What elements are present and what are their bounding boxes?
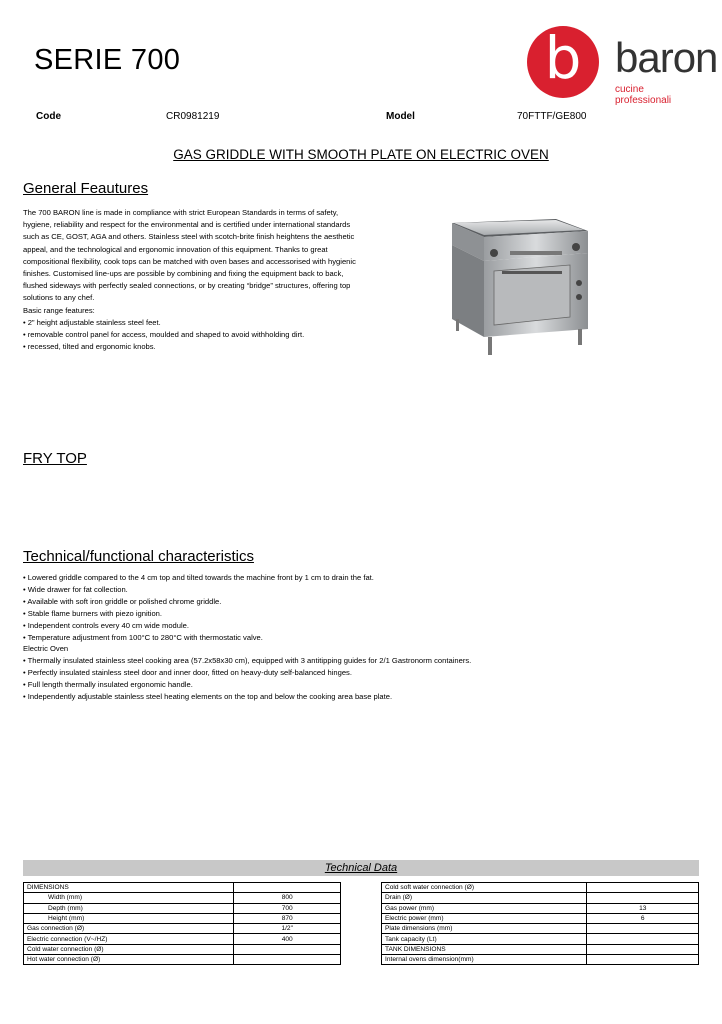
spec-value: 700: [234, 903, 341, 913]
spec-label: Plate dimensions (mm): [382, 924, 587, 934]
logo-tagline: cucine professionali: [615, 84, 672, 106]
code-value: CR0981219: [166, 111, 220, 122]
product-image: [438, 193, 606, 373]
technical-item: • Perfectly insulated stainless steel door and inner door, fitted on heavy-duty self-balanced hinges.: [23, 668, 352, 678]
spec-value: 13: [587, 903, 699, 913]
spec-label: Cold soft water connection (Ø): [382, 883, 587, 893]
feature-item: • 2” height adjustable stainless steel feet.: [23, 317, 161, 327]
technical-item: • Stable flame burners with piezo ignition.: [23, 608, 162, 618]
spec-row: [382, 924, 699, 934]
technical-item: • Wide drawer for fat collection.: [23, 584, 128, 594]
spec-value: 6: [587, 913, 699, 923]
feature-item: • removable control panel for access, moulded and shaped to avoid withholding dirt.: [23, 330, 305, 340]
spec-value: [587, 944, 699, 954]
spec-value: 400: [234, 934, 341, 944]
spec-row: [24, 893, 341, 903]
spec-value: [587, 934, 699, 944]
code-label: Code: [36, 111, 61, 122]
spec-value: [234, 944, 341, 954]
spec-row: [24, 955, 341, 965]
technical-item: • Independent controls every 40 cm wide module.: [23, 620, 190, 630]
spec-value: 1/2": [234, 924, 341, 934]
spec-label: Gas power (mm): [382, 903, 587, 913]
spec-row: [24, 903, 341, 913]
spec-label: Tank capacity (Lt): [382, 934, 587, 944]
spec-row: [382, 893, 699, 903]
spec-row: [24, 924, 341, 934]
spec-value: [234, 955, 341, 965]
product-title: GAS GRIDDLE WITH SMOOTH PLATE ON ELECTRIC OVEN: [173, 147, 549, 162]
spec-row: [382, 944, 699, 954]
spec-value: [587, 883, 699, 893]
spec-label: Width (mm): [24, 893, 234, 903]
spec-label: Electric connection (V~/HZ): [24, 934, 234, 944]
spec-label: Hot water connection (Ø): [24, 955, 234, 965]
general-features-heading: General Feautures: [23, 180, 149, 197]
logo-initial: b: [544, 24, 582, 92]
spec-value: 800: [234, 893, 341, 903]
spec-value: [587, 924, 699, 934]
logo-wordmark: baron: [615, 34, 718, 81]
frytop-heading: FRY TOP: [23, 450, 87, 467]
spec-row: [382, 934, 699, 944]
technical-data-table-left: [23, 882, 341, 965]
spec-row: [24, 883, 341, 893]
spec-label: Internal ovens dimension(mm): [382, 955, 587, 965]
spec-row: [24, 934, 341, 944]
spec-row: [382, 913, 699, 923]
spec-label: Cold water connection (Ø): [24, 944, 234, 954]
model-value: 70FTTF/GE800: [517, 111, 587, 122]
spec-row: [24, 913, 341, 923]
technical-data-bar: [23, 860, 699, 876]
model-label: Model: [386, 111, 415, 122]
spec-row: [382, 955, 699, 965]
technical-list: [23, 572, 703, 703]
feature-item: • recessed, tilted and ergonomic knobs.: [23, 342, 156, 352]
technical-item: • Temperature adjustment from 100°C to 280°C with thermostatic valve.: [23, 632, 263, 642]
general-paragraph: The 700 BARON line is made in compliance with strict European Standards in terms of safety, hygiene, reliability and respect for the environmental and is certified under international standards such as CE, GOST, AGA and others. Stainless steel with scotch-brite finish heightens the aesthetic appeal, and the technological and ergonomic innovation of this equipment. Thanks to great compositional flexibility, cook tops can be matched with oven bases and accessorised with hygienic finishes. Customised line-ups are possible by combining and fixing the equipment back to back, flushed sideways with perfectly sealed connections, or by creating “bridge” structures, offering top solutions to any chef.: [23, 208, 356, 303]
technical-data-table-right: [381, 882, 699, 965]
technical-item: • Thermally insulated stainless steel cooking area (57.2x58x30 cm), equipped with 3 antitipping guides for 2/1 Gastronorm containers.: [23, 656, 472, 666]
spec-label: Height (mm): [24, 913, 234, 923]
basic-features-label: Basic range features:: [23, 305, 95, 315]
spec-value: [587, 955, 699, 965]
spec-row: [382, 883, 699, 893]
spec-label: TANK DIMENSIONS: [382, 944, 587, 954]
spec-label: Electric power (mm): [382, 913, 587, 923]
spec-row: [382, 903, 699, 913]
spec-value: [234, 883, 341, 893]
technical-data-title: Technical Data: [324, 862, 398, 874]
spec-label: DIMENSIONS: [24, 883, 234, 893]
technical-item: • Available with soft iron griddle or polished chrome griddle.: [23, 596, 222, 606]
series-title: SERIE 700: [34, 44, 181, 76]
oven-subheading: Electric Oven: [23, 644, 69, 654]
technical-item: • Lowered griddle compared to the 4 cm top and tilted towards the machine front by 1 cm to drain the fat.: [23, 573, 374, 582]
spec-label: Drain (Ø): [382, 893, 587, 903]
spec-row: [24, 944, 341, 954]
baron-logo: [527, 24, 718, 106]
spec-value: 870: [234, 913, 341, 923]
technical-item: • Full length thermally insulated ergonomic handle.: [23, 680, 193, 690]
spec-label: Depth (mm): [24, 903, 234, 913]
spec-label: Gas connection (Ø): [24, 924, 234, 934]
technical-item: • Independently adjustable stainless steel heating elements on the top and below the cooking area base plate.: [23, 692, 393, 702]
general-features-text: [23, 207, 363, 353]
technical-heading: Technical/functional characteristics: [23, 548, 254, 565]
spec-value: [587, 893, 699, 903]
